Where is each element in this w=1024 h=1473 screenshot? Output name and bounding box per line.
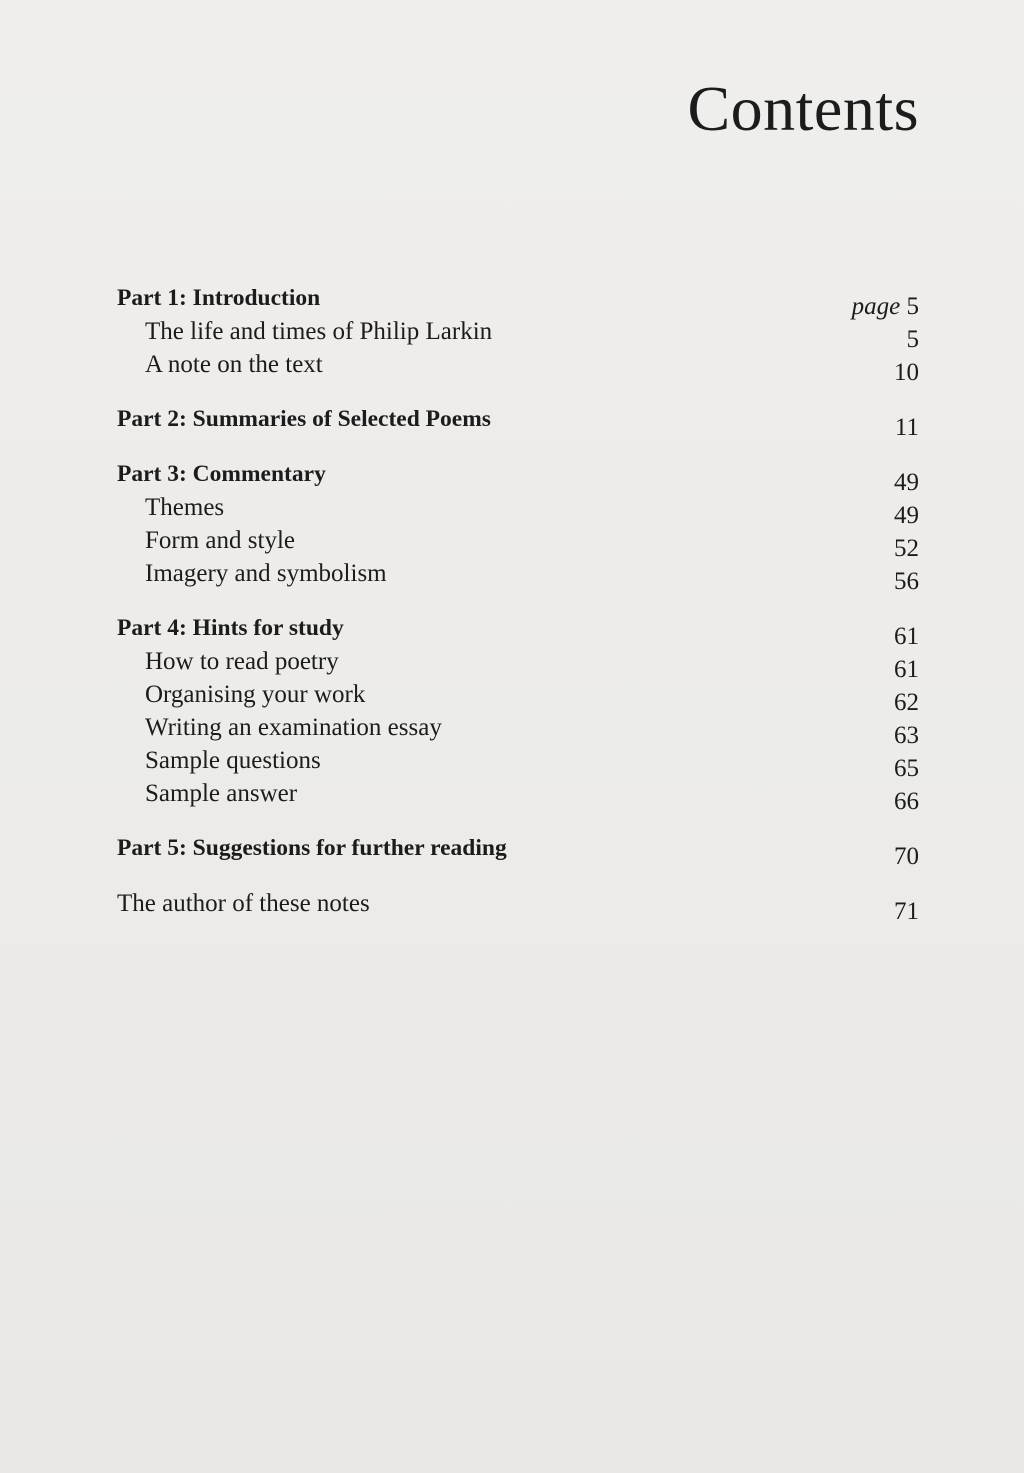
toc-page-number: 63 bbox=[894, 722, 919, 749]
toc-item bbox=[117, 560, 919, 593]
toc-item bbox=[117, 351, 919, 384]
toc-part-2 bbox=[117, 406, 919, 439]
toc-part-4 bbox=[117, 615, 919, 648]
toc-item bbox=[117, 494, 919, 527]
toc-page-number: 52 bbox=[894, 535, 919, 562]
table-of-contents bbox=[117, 285, 919, 923]
toc-item-label: How to read poetry bbox=[145, 648, 339, 675]
page-title: Contents bbox=[687, 73, 919, 144]
toc-item bbox=[117, 648, 919, 681]
toc-item-label: Imagery and symbolism bbox=[145, 560, 387, 587]
toc-item bbox=[117, 527, 919, 560]
toc-item-label: The life and times of Philip Larkin bbox=[145, 318, 493, 345]
toc-part-label: Part 4: Hints for study bbox=[117, 615, 344, 641]
toc-page-number: 5 bbox=[906, 326, 919, 353]
toc-item-label: Writing an examination essay bbox=[145, 714, 442, 741]
toc-page-number: 62 bbox=[894, 689, 919, 716]
toc-page-number bbox=[852, 293, 919, 321]
toc-item bbox=[117, 681, 919, 714]
toc-page-number: 10 bbox=[894, 359, 919, 386]
toc-item-label: Sample questions bbox=[145, 747, 321, 774]
toc-item bbox=[117, 747, 919, 780]
toc-item-label: A note on the text bbox=[145, 351, 323, 378]
toc-part-label: Part 2: Summaries of Selected Poems bbox=[117, 406, 491, 432]
toc-part-label: Part 5: Suggestions for further reading bbox=[117, 835, 507, 861]
page-word: page bbox=[851, 293, 901, 320]
toc-part-1 bbox=[117, 285, 919, 318]
toc-part-label: Part 1: Introduction bbox=[117, 285, 321, 311]
page-value: 5 bbox=[906, 293, 919, 320]
toc-item-label: Form and style bbox=[145, 527, 295, 554]
toc-part-label: Part 3: Commentary bbox=[117, 461, 326, 487]
toc-item-label: Sample answer bbox=[145, 780, 298, 807]
toc-page-number: 65 bbox=[894, 755, 919, 782]
toc-page-number: 56 bbox=[894, 568, 919, 595]
toc-part-3 bbox=[117, 461, 919, 494]
toc-page-number: 66 bbox=[894, 788, 919, 815]
toc-author bbox=[117, 890, 919, 923]
toc-item bbox=[117, 780, 919, 813]
toc-page-number: 61 bbox=[894, 656, 919, 683]
toc-item-label: The author of these notes bbox=[117, 890, 370, 917]
toc-item bbox=[117, 714, 919, 747]
toc-item-label: Organising your work bbox=[145, 681, 366, 708]
toc-page-number: 70 bbox=[894, 843, 919, 870]
toc-page-number: 71 bbox=[894, 898, 919, 925]
toc-part-5 bbox=[117, 835, 919, 868]
toc-page-number: 61 bbox=[894, 623, 919, 650]
toc-page-number: 11 bbox=[894, 414, 919, 441]
toc-item-label: Themes bbox=[145, 494, 225, 521]
toc-page-number: 49 bbox=[894, 469, 919, 496]
toc-page-number: 49 bbox=[894, 502, 919, 529]
toc-item bbox=[117, 318, 919, 351]
